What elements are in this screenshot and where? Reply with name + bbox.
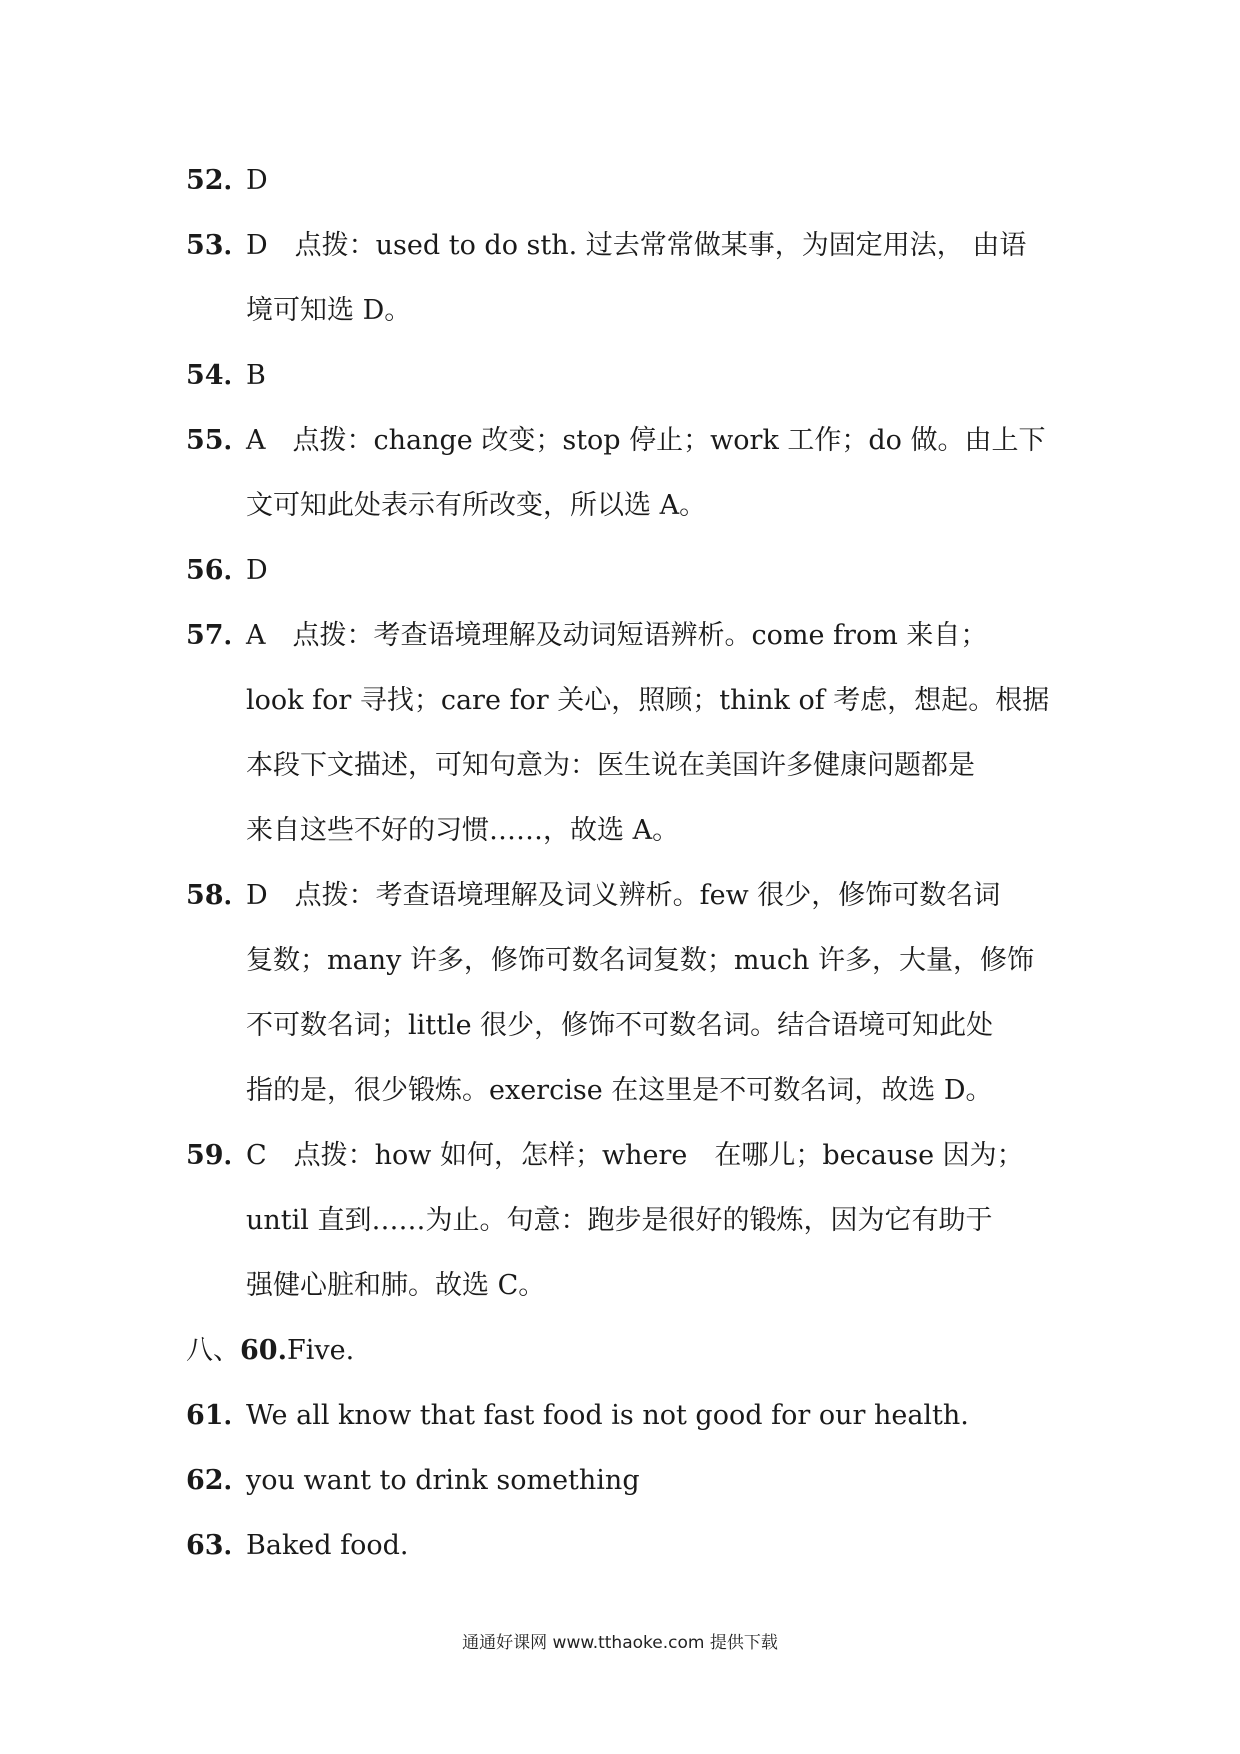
item-number: 57． xyxy=(186,620,251,651)
answer-item-52 xyxy=(186,148,1066,213)
section-prefix: 八、 xyxy=(186,1335,240,1366)
item-number: 59． xyxy=(186,1140,251,1171)
answer-item-59 xyxy=(186,1123,1066,1318)
answer-item-58 xyxy=(186,863,1066,1123)
item-number: 54． xyxy=(186,360,251,391)
item-number: 53． xyxy=(186,230,251,261)
answer-item-53 xyxy=(186,213,1066,343)
item-text: D 点拨：考查语境理解及词义辨析。few 很少，修饰可数名词 xyxy=(246,880,1001,911)
item-number: 61． xyxy=(186,1400,251,1431)
item-text-continued: 境可知选 D。 xyxy=(246,295,412,326)
item-text: Five. xyxy=(286,1335,355,1366)
item-text-continued: 来自这些不好的习惯……，故选 A。 xyxy=(246,815,680,846)
item-text: C 点拨：how 如何，怎样；where 在哪儿；because 因为； xyxy=(246,1140,1024,1171)
answer-item-61 xyxy=(186,1383,1066,1448)
item-text: D 点拨：used to do sth. 过去常常做某事，为固定用法， 由语 xyxy=(246,230,1027,261)
answer-item-54 xyxy=(186,343,1066,408)
item-text: A 点拨：change 改变；stop 停止；work 工作；do 做。由上下 xyxy=(246,425,1046,456)
item-text-continued: 本段下文描述，可知句意为：医生说在美国许多健康问题都是 xyxy=(246,750,975,781)
section-header-item-60 xyxy=(186,1318,1066,1383)
item-number: 60. xyxy=(240,1335,287,1366)
answer-list xyxy=(186,148,1066,1578)
item-number: 55． xyxy=(186,425,251,456)
answer-item-63 xyxy=(186,1513,1066,1578)
item-number: 58． xyxy=(186,880,251,911)
item-text-continued: 文可知此处表示有所改变，所以选 A。 xyxy=(246,490,707,521)
item-text-continued: 强健心脏和肺。故选 C。 xyxy=(246,1270,546,1301)
item-text: you want to drink something xyxy=(246,1465,640,1496)
answer-item-57 xyxy=(186,603,1066,863)
item-text: B xyxy=(246,360,266,391)
item-text-continued: 复数；many 许多，修饰可数名词复数；much 许多，大量，修饰 xyxy=(246,945,1035,976)
item-number: 56． xyxy=(186,555,251,586)
item-text: A 点拨：考查语境理解及动词短语辨析。come from 来自； xyxy=(246,620,988,651)
item-text-continued: look for 寻找；care for 关心，照顾；think of 考虑，想起。根据 xyxy=(246,685,1050,716)
item-text-continued: until 直到……为止。句意：跑步是很好的锻炼，因为它有助于 xyxy=(246,1205,993,1236)
item-text: Baked food. xyxy=(246,1530,409,1561)
item-text: We all know that fast food is not good for our health. xyxy=(246,1400,969,1431)
item-text: D xyxy=(246,165,268,196)
item-text: D xyxy=(246,555,268,586)
page-footer: 通通好课网 www.tthaoke.com 提供下载 xyxy=(462,1633,778,1653)
answer-item-56 xyxy=(186,538,1066,603)
item-number: 63． xyxy=(186,1530,251,1561)
item-text-continued: 不可数名词；little 很少，修饰不可数名词。结合语境可知此处 xyxy=(246,1010,994,1041)
item-number: 62． xyxy=(186,1465,251,1496)
item-text-continued: 指的是，很少锻炼。exercise 在这里是不可数名词，故选 D。 xyxy=(246,1075,993,1106)
answer-item-55 xyxy=(186,408,1066,538)
item-number: 52． xyxy=(186,165,251,196)
answer-item-62 xyxy=(186,1448,1066,1513)
